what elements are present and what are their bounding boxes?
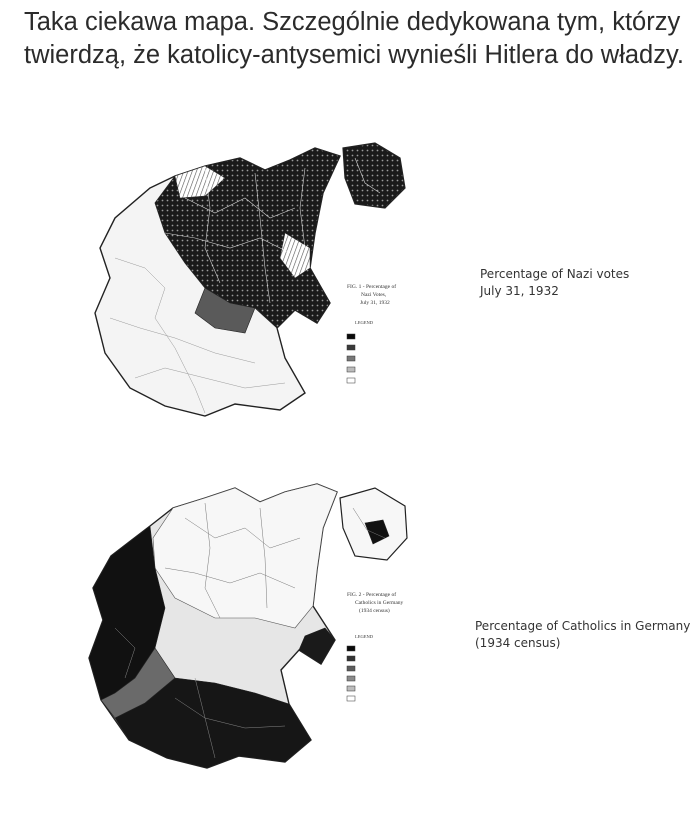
catholics-figure-legend bbox=[347, 591, 404, 701]
figure-title-line3: July 31, 1932 bbox=[360, 300, 390, 306]
legend-swatch bbox=[347, 356, 355, 361]
caption-line1: Percentage of Nazi votes bbox=[480, 267, 630, 281]
legend-swatch bbox=[347, 367, 355, 372]
legend-swatch bbox=[347, 646, 355, 651]
figure-title-line2: Nazi Votes, bbox=[361, 292, 387, 298]
catholics-caption bbox=[475, 618, 690, 652]
figure-title-line3: (1934 census) bbox=[359, 608, 390, 614]
figure-title-line1: FIG. 2 - Percentage of bbox=[347, 592, 397, 598]
legend-swatch bbox=[347, 686, 355, 691]
legend-swatch bbox=[347, 656, 355, 661]
legend-swatch bbox=[347, 334, 355, 339]
nazi-votes-map bbox=[55, 138, 445, 428]
legend-swatches bbox=[347, 646, 355, 701]
nazi-figure-legend bbox=[347, 283, 396, 383]
caption-line2: July 31, 1932 bbox=[480, 284, 559, 298]
legend-heading: LEGEND bbox=[355, 320, 373, 325]
legend-swatch bbox=[347, 345, 355, 350]
legend-swatch bbox=[347, 676, 355, 681]
legend-swatch bbox=[347, 696, 355, 701]
nazi-votes-caption bbox=[480, 266, 629, 300]
catholics-map bbox=[55, 478, 445, 778]
figure-title-line1: FIG. 1 - Percentage of bbox=[347, 284, 397, 290]
legend-swatch bbox=[347, 378, 355, 383]
caption-line2: (1934 census) bbox=[475, 636, 561, 650]
east-prussia-outline bbox=[343, 143, 405, 208]
figure-title-line2: Catholics in Germany bbox=[355, 600, 404, 606]
caption-line1: Percentage of Catholics in Germany bbox=[475, 619, 691, 633]
legend-swatches bbox=[347, 334, 355, 383]
nazi-votes-map-graphic bbox=[55, 138, 445, 428]
legend-heading: LEGEND bbox=[355, 634, 373, 639]
catholics-map-graphic bbox=[55, 478, 445, 778]
post-text: Taka ciekawa mapa. Szczególnie dedykowana tym, którzy twierdzą, że katolicy-antysemici wynieśli Hitlera do władzy. bbox=[24, 8, 684, 69]
legend-swatch bbox=[347, 666, 355, 671]
